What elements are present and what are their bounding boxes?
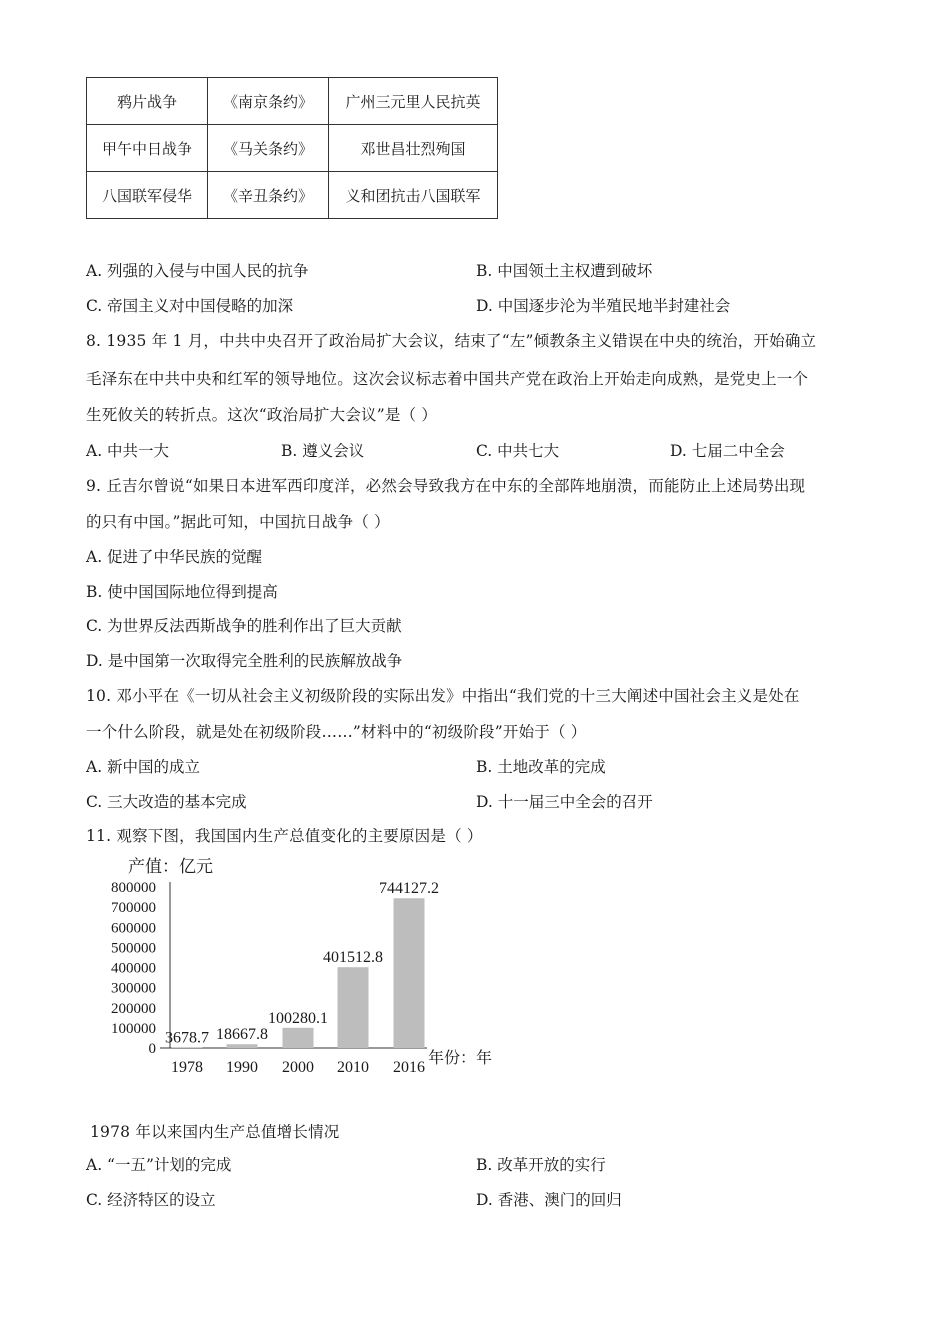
y-tick-label: 200000 (111, 1000, 156, 1017)
q8-stem-line1: 8. 1935 年 1 月，中共中央召开了政治局扩大会议，结束了“左”倾教条主义错误在中央的统治，开始确立 (86, 332, 817, 350)
q8-option-a[interactable]: A. 中共一大 (86, 442, 170, 460)
y-tick-label: 400000 (111, 960, 156, 977)
q8-option-c[interactable]: C. 中共七大 (476, 442, 560, 460)
bar-data-label: 401512.8 (323, 949, 383, 967)
chart-xlabel: 年份：年 (428, 1050, 493, 1067)
x-tick-label: 1990 (226, 1059, 258, 1076)
bar-2016 (394, 898, 425, 1048)
q8-stem-line3: 生死攸关的转折点。这次“政治局扩大会议”是（ ） (86, 406, 438, 424)
gdp-bar-chart (95, 850, 515, 1085)
q9-option-d[interactable]: D. 是中国第一次取得完全胜利的民族解放战争 (86, 652, 403, 670)
bar-data-label: 3678.7 (165, 1029, 209, 1047)
q7-option-d[interactable]: D. 中国逐步沦为半殖民地半封建社会 (476, 297, 731, 315)
bar-data-label: 18667.8 (216, 1026, 268, 1044)
q7-option-c[interactable]: C. 帝国主义对中国侵略的加深 (86, 297, 294, 315)
x-tick-label: 2016 (393, 1059, 425, 1076)
y-tick-label: 100000 (111, 1020, 156, 1037)
x-tick-label: 2000 (282, 1059, 314, 1076)
q11-option-c[interactable]: C. 经济特区的设立 (86, 1191, 216, 1209)
q10-option-c[interactable]: C. 三大改造的基本完成 (86, 793, 247, 811)
table-row (87, 78, 498, 125)
q8-option-b[interactable]: B. 遵义会议 (281, 442, 365, 460)
table-row (87, 172, 498, 219)
table-cell: 义和团抗击八国联军 (329, 172, 498, 219)
q9-stem-line2: 的只有中国。”据此可知，中国抗日战争（ ） (86, 513, 390, 531)
table-cell: 《辛丑条约》 (208, 172, 329, 219)
q8-stem-line2: 毛泽东在中共中央和红军的领导地位。这次会议标志着中国共产党在政治上开始走向成熟，是党史上一个 (86, 370, 809, 388)
q8-option-d[interactable]: D. 七届二中全会 (670, 442, 785, 460)
q10-stem-line2: 一个什么阶段，就是处在初级阶段……”材料中的“初级阶段”开始于（ ） (86, 723, 587, 741)
y-tick-label: 0 (148, 1041, 156, 1057)
q11-option-a[interactable]: A. “一五”计划的完成 (86, 1156, 232, 1174)
q7-option-a[interactable]: A. 列强的入侵与中国人民的抗争 (86, 262, 309, 280)
bar-1978 (172, 1047, 203, 1048)
x-tick-label: 2010 (337, 1059, 369, 1076)
y-tick-label: 500000 (111, 940, 156, 957)
table-cell: 《马关条约》 (208, 125, 329, 172)
table-row (87, 125, 498, 172)
table-cell: 鸦片战争 (87, 78, 208, 125)
x-tick-label: 1978 (171, 1059, 203, 1076)
q10-option-b[interactable]: B. 土地改革的完成 (476, 758, 606, 776)
q10-option-a[interactable]: A. 新中国的成立 (86, 758, 201, 776)
y-tick-label: 300000 (111, 980, 156, 997)
y-tick-label: 700000 (111, 900, 156, 917)
q7-option-b[interactable]: B. 中国领土主权遭到破坏 (476, 262, 653, 280)
table-cell: 甲午中日战争 (87, 125, 208, 172)
q11-option-d[interactable]: D. 香港、澳门的回归 (476, 1191, 622, 1209)
chart-caption: 1978 年以来国内生产总值增长情况 (90, 1123, 340, 1141)
table-cell: 八国联军侵华 (87, 172, 208, 219)
bar-1990 (227, 1044, 258, 1048)
bar-2000 (283, 1028, 314, 1048)
q10-stem-line1: 10. 邓小平在《一切从社会主义初级阶段的实际出发》中指出“我们党的十三大阐述中国社会主义是处在 (86, 687, 800, 705)
y-tick-label: 800000 (111, 880, 156, 896)
q11-option-b[interactable]: B. 改革开放的实行 (476, 1156, 606, 1174)
table-cell: 邓世昌壮烈殉国 (329, 125, 498, 172)
bar-data-label: 100280.1 (268, 1009, 328, 1027)
q10-option-d[interactable]: D. 十一届三中全会的召开 (476, 793, 653, 811)
table-cell: 《南京条约》 (208, 78, 329, 125)
y-tick-label: 600000 (111, 920, 156, 937)
q9-option-b[interactable]: B. 使中国国际地位得到提高 (86, 583, 278, 601)
events-table (86, 77, 498, 219)
q9-option-c[interactable]: C. 为世界反法西斯战争的胜利作出了巨大贡献 (86, 617, 402, 635)
q11-stem-line1: 11. 观察下图，我国国内生产总值变化的主要原因是（ ） (86, 827, 483, 845)
bar-data-label: 744127.2 (379, 880, 439, 898)
bar-2010 (338, 967, 369, 1048)
q9-stem-line1: 9. 丘吉尔曾说“如果日本进军西印度洋，必然会导致我方在中东的全部阵地崩溃，而能防止上述局势出现 (86, 477, 806, 495)
table-cell: 广州三元里人民抗英 (329, 78, 498, 125)
chart-ylabel: 产值：亿元 (128, 857, 213, 876)
q9-option-a[interactable]: A. 促进了中华民族的觉醒 (86, 548, 263, 566)
